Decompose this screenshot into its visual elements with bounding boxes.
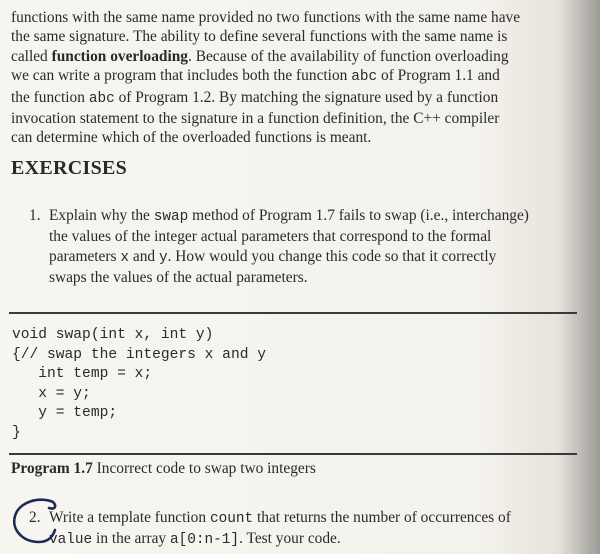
code-line: void swap(int x, int y) bbox=[12, 327, 214, 343]
intro-line-7: can determine which of the overloaded functions is meant. bbox=[11, 129, 372, 147]
intro-text: of Program 1.1 and bbox=[381, 67, 500, 85]
ex2-text: Write a template function bbox=[49, 509, 207, 526]
exercise-1-number: 1. bbox=[29, 207, 41, 224]
intro-line-6: invocation statement to the signature in a function definition, the C++ compiler bbox=[11, 110, 500, 128]
code-abc: abc bbox=[351, 69, 378, 86]
term-function-overloading: function overloading bbox=[51, 47, 188, 65]
intro-text: of Program 1.2. By matching the signature used by a function bbox=[118, 88, 499, 106]
intro-text: called bbox=[11, 47, 48, 65]
exercise-1-line-2: the values of the integer actual parameters that correspond to the formal bbox=[49, 228, 492, 246]
code-abc: abc bbox=[88, 90, 115, 107]
intro-line-3 bbox=[11, 47, 586, 66]
exercise-2-text bbox=[49, 508, 589, 551]
program-bottom-rule bbox=[9, 453, 577, 455]
ex1-text: . How would you change this code so that it correctly bbox=[167, 247, 497, 265]
code-line: x = y; bbox=[12, 385, 91, 402]
program-caption bbox=[11, 460, 316, 478]
ex2-text: in the array bbox=[96, 530, 167, 548]
intro-text: we can write a program that includes both the function bbox=[11, 67, 348, 85]
code-count: count bbox=[209, 511, 254, 527]
ex1-text: Explain why the bbox=[49, 207, 150, 224]
handwritten-circle-stroke bbox=[14, 500, 55, 542]
code-line: y = temp; bbox=[12, 405, 118, 422]
exercise-1-line-1 bbox=[49, 206, 589, 227]
exercises-heading: EXERCISES bbox=[11, 157, 128, 179]
intro-paragraph bbox=[11, 8, 586, 148]
ex1-text: method of Program 1.7 fails to swap (i.e., interchange) bbox=[192, 207, 529, 224]
handwritten-circle-mark bbox=[9, 496, 69, 548]
program-top-rule bbox=[9, 312, 577, 314]
exercise-2-line-2 bbox=[49, 529, 589, 550]
exercise-2-line-1 bbox=[49, 508, 589, 529]
ex1-text: and bbox=[132, 247, 156, 265]
intro-text: . Because of the availability of function overloading bbox=[188, 47, 509, 65]
ex2-text: . Test your code. bbox=[239, 530, 341, 548]
code-line: {// swap the integers x and y bbox=[12, 346, 266, 363]
intro-line-5 bbox=[11, 88, 586, 109]
exercise-1-line-4: swaps the values of the actual parameters. bbox=[49, 269, 308, 287]
intro-line-4 bbox=[11, 66, 586, 87]
ex2-text: that returns the number of occurrences of bbox=[256, 509, 511, 526]
intro-line-2: the same signature. The ability to define several functions with the same name is bbox=[11, 28, 508, 46]
exercise-1-text bbox=[49, 206, 589, 288]
exercise-2-number: 2. bbox=[29, 509, 41, 526]
code-line: } bbox=[12, 424, 21, 441]
code-swap: swap bbox=[153, 209, 189, 225]
code-x: x bbox=[120, 249, 130, 266]
code-line: int temp = x; bbox=[12, 366, 153, 383]
program-1-7-code bbox=[12, 326, 266, 444]
program-caption-label: Program 1.7 bbox=[11, 460, 93, 477]
code-y: y bbox=[158, 249, 168, 266]
intro-line-1: functions with the same name provided no two functions with the same name have bbox=[11, 9, 521, 26]
ex1-text: parameters bbox=[49, 247, 117, 265]
program-caption-text: Incorrect code to swap two integers bbox=[92, 460, 316, 477]
intro-text: the function bbox=[11, 88, 85, 106]
code-value: value bbox=[49, 532, 93, 549]
code-array-range: a[0:n-1] bbox=[169, 532, 240, 549]
exercise-1-line-3 bbox=[49, 247, 589, 268]
